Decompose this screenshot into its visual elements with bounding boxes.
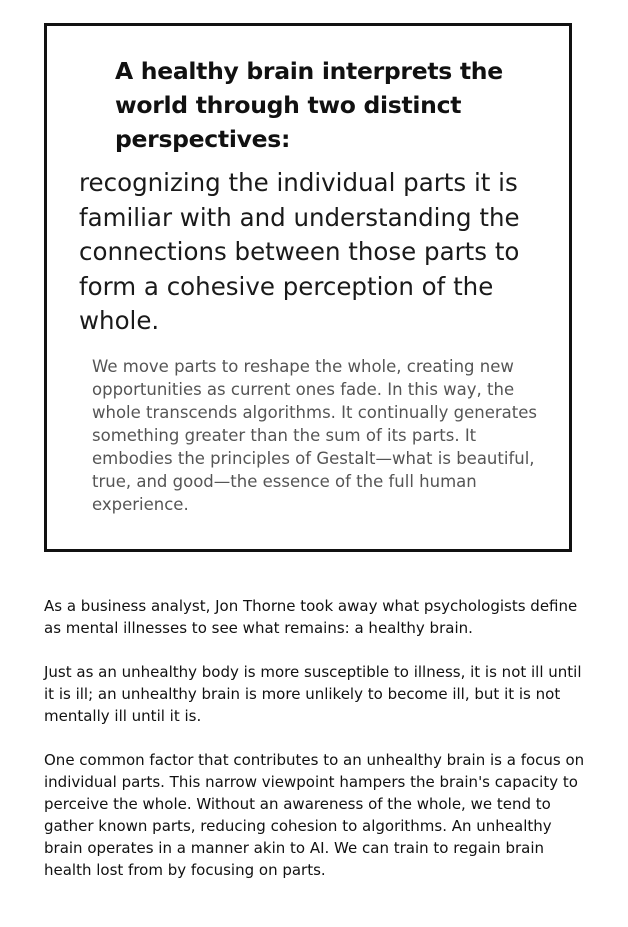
- box-lead-text: recognizing the individual parts it is familiar with and understanding the connections between those parts to form a cohesive perception of the whole.: [79, 168, 520, 335]
- box-note-text: We move parts to reshape the whole, creating new opportunities as current ones fade. In this way, the whole transcends algorithms. It continually generates something greater than the sum of its parts. It embodies the principles of Gestalt—what is beautiful, true, and good—the essence of the full human experience.: [92, 357, 537, 514]
- body-paragraph: Just as an unhealthy body is more susceptible to illness, it is not ill until it is ill; an unhealthy brain is more unlikely to become ill, but it is not mentally ill until it is.: [44, 663, 582, 725]
- box-heading: A healthy brain interprets the world through two distinct perspectives:: [115, 57, 503, 153]
- body-text: [44, 595, 589, 903]
- body-paragraph: One common factor that contributes to an unhealthy brain is a focus on individual parts. This narrow viewpoint hampers the brain's capacity to perceive the whole. Without an awareness of the whole, we tend to gather known parts, reducing cohesion to algorithms. An unhealthy brain operates in a manner akin to AI. We can train to regain brain health lost from by focusing on parts.: [44, 751, 585, 879]
- body-paragraph: As a business analyst, Jon Thorne took away what psychologists define as mental illnesses to see what remains: a healthy brain.: [44, 597, 578, 637]
- quote-box: [44, 23, 572, 552]
